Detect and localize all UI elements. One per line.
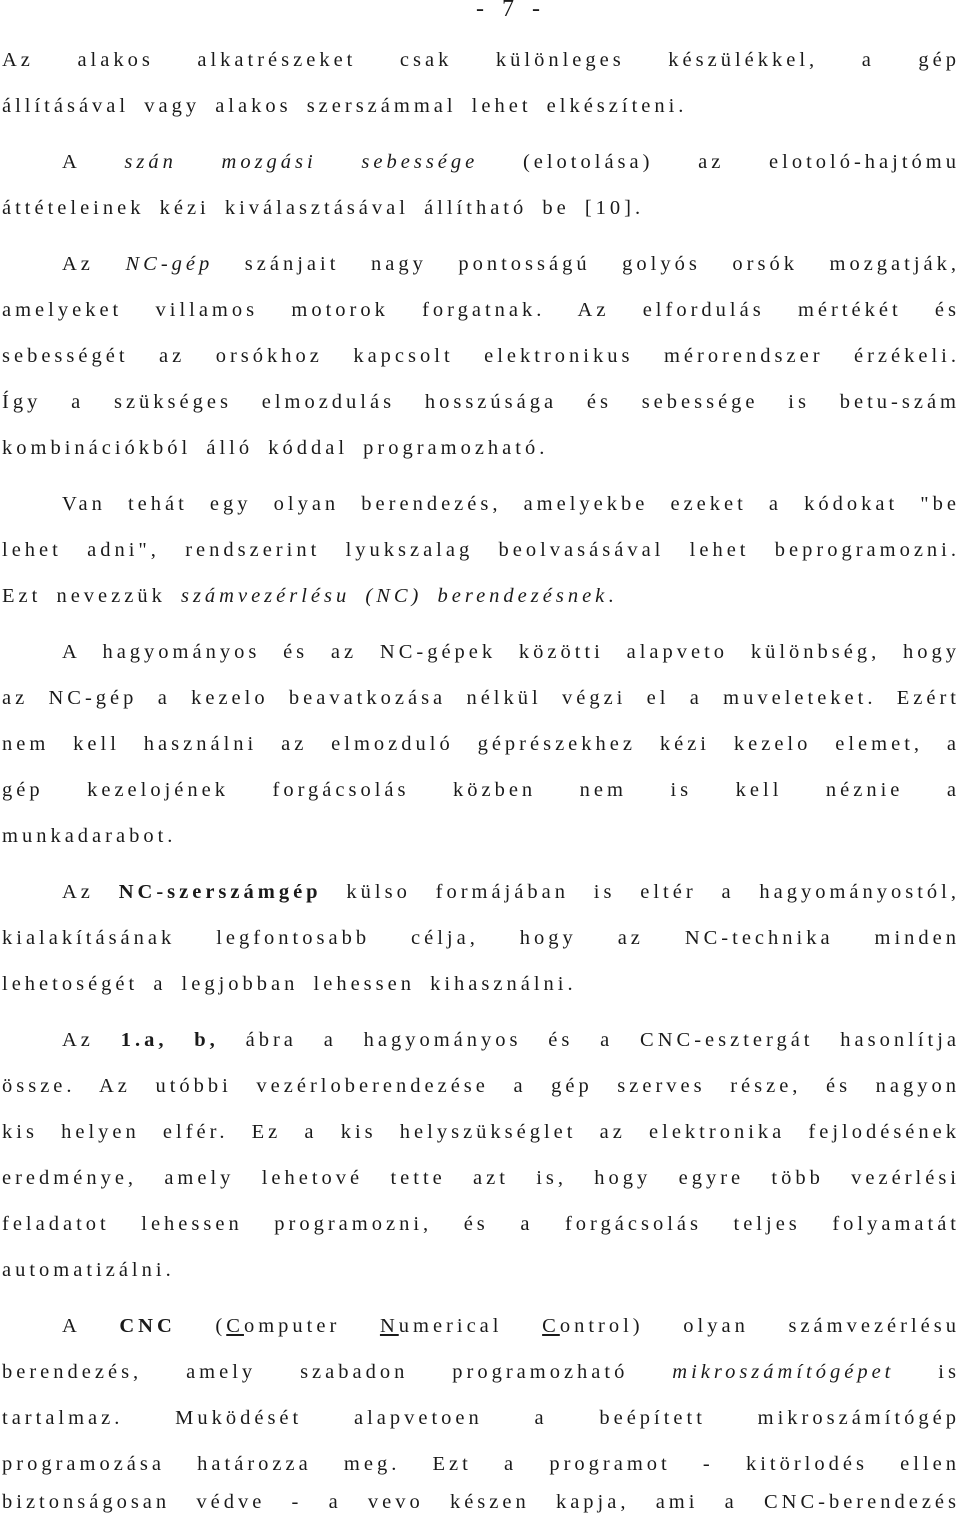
text-line: automatizálni.	[2, 1259, 175, 1281]
text-line: Az alakos alkatrészeket csak különleges készülékkel, a gép	[2, 49, 960, 71]
text-line: az NC-gép a kezelo beavatkozása nélkül végzi el a muveleteket. Ezért	[2, 687, 960, 709]
text-line: Az NC-gép szánjait nagy pontosságú golyós orsók mozgatják,	[62, 253, 960, 275]
text-line: kialakításának legfontosabb célja, hogy az NC-technika minden	[2, 927, 960, 949]
text-line: össze. Az utóbbi vezérloberendezése a gép szerves része, és nagyon	[2, 1075, 960, 1097]
text-line: tartalmaz. Muködését alapvetoen a beépített mikroszámítógép	[2, 1407, 960, 1429]
text-line: programozása határozza meg. Ezt a programot - kitörlodés ellen	[2, 1453, 960, 1475]
text-line: A szán mozgási sebessége (elotolása) az elotoló-hajtómu	[62, 151, 960, 173]
text-line: Így a szükséges elmozdulás hosszúsága és sebessége is betu-szám	[2, 391, 960, 413]
text-line: nem kell használni az elmozduló géprészekhez kézi kezelo elemet, a	[2, 733, 960, 755]
text-line: lehetoségét a legjobban lehessen kihasználni.	[2, 973, 577, 995]
text-line: áttételeinek kézi kiválasztásával állítható be [10].	[2, 197, 645, 219]
text-line: lehet adni", rendszerint lyukszalag beolvasásával lehet beprogramozni.	[2, 539, 960, 561]
text-line: gép kezelojének forgácsolás közben nem is kell néznie a	[2, 779, 960, 801]
text-line: Van tehát egy olyan berendezés, amelyekbe ezeket a kódokat "be	[62, 493, 960, 515]
page-number: - 7 -	[476, 0, 546, 22]
text-line: kombinációkból álló kóddal programozható.	[2, 437, 549, 459]
text-line: A hagyományos és az NC-gépek közötti alapveto különbség, hogy	[62, 641, 960, 663]
text-line: munkadarabot.	[2, 825, 177, 847]
text-line: berendezés, amely szabadon programozható mikroszámítógépet is	[2, 1361, 960, 1383]
text-line: kis helyen elfér. Ez a kis helyszükséglet az elektronika fejlodésének	[2, 1121, 960, 1143]
text-line: állításával vagy alakos szerszámmal lehet elkészíteni.	[2, 95, 688, 117]
text-line: eredménye, amely lehetové tette azt is, hogy egyre több vezérlési	[2, 1167, 960, 1189]
text-line: biztonságosan védve - a vevo készen kapja, ami a CNC-berendezés	[2, 1491, 960, 1513]
text-line: Az 1.a, b, ábra a hagyományos és a CNC-esztergát hasonlítja	[62, 1029, 960, 1051]
text-line: A CNC (Computer Numerical Control) olyan számvezérlésu	[62, 1315, 960, 1337]
text-line: amelyeket villamos motorok forgatnak. Az elfordulás mértékét és	[2, 299, 960, 321]
text-line: feladatot lehessen programozni, és a forgácsolás teljes folyamatát	[2, 1213, 960, 1235]
text-line: sebességét az orsókhoz kapcsolt elektronikus mérorendszer érzékeli.	[2, 345, 960, 367]
text-line: Ezt nevezzük számvezérlésu (NC) berendezésnek.	[2, 585, 618, 607]
text-line: Az NC-szerszámgép külso formájában is eltér a hagyományostól,	[62, 881, 960, 903]
